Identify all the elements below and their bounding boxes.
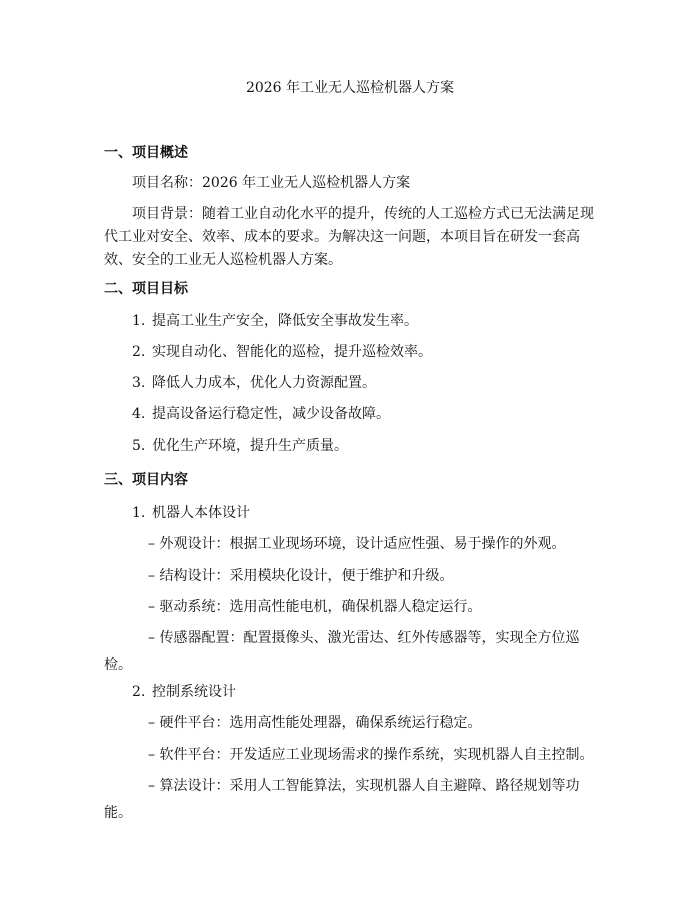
- goal-number: 1.: [132, 313, 146, 329]
- goal-item: [132, 404, 390, 424]
- content-item: [132, 503, 250, 523]
- content-item-text: 控制系统设计: [152, 684, 236, 700]
- goal-text: 实现自动化、智能化的巡检，提升巡检效率。: [152, 344, 432, 360]
- goal-text: 降低人力成本，优化人力资源配置。: [152, 375, 376, 391]
- goal-text: 提高工业生产安全，降低安全事故发生率。: [152, 313, 418, 329]
- section-heading-goals: 二、项目目标: [104, 281, 188, 297]
- project-name-line: 项目名称：2026 年工业无人巡检机器人方案: [132, 175, 411, 191]
- content-sub-item: – 算法设计：采用人工智能算法，实现机器人自主避障、路径规划等功能。: [104, 778, 580, 821]
- goal-text: 提高设备运行稳定性，减少设备故障。: [152, 406, 390, 422]
- goal-number: 5.: [132, 438, 146, 454]
- goal-item: [132, 373, 376, 393]
- content-item-text: 机器人本体设计: [152, 505, 250, 521]
- content-sub-item: – 传感器配置：配置摄像头、激光雷达、红外传感器等，实现全方位巡检。: [104, 630, 580, 673]
- section-heading-overview: 一、项目概述: [104, 145, 188, 161]
- goal-item: [132, 342, 432, 362]
- goal-text: 优化生产环境，提升生产质量。: [152, 438, 348, 454]
- content-item: [132, 682, 236, 702]
- content-sub-item: – 驱动系统：选用高性能电机，确保机器人稳定运行。: [148, 599, 482, 615]
- goal-number: 3.: [132, 375, 146, 391]
- document-title: 2026 年工业无人巡检机器人方案: [245, 80, 455, 96]
- content-sub-item: – 硬件平台：选用高性能处理器，确保系统运行稳定。: [148, 715, 482, 731]
- content-sub-item: – 软件平台：开发适应工业现场需求的操作系统，实现机器人自主控制。: [148, 747, 594, 763]
- goal-number: 4.: [132, 406, 146, 422]
- content-item-number: 2.: [132, 684, 146, 700]
- goal-item: [132, 311, 418, 331]
- goal-number: 2.: [132, 344, 146, 360]
- content-sub-item: – 结构设计：采用模块化设计，便于维护和升级。: [148, 568, 454, 584]
- project-background-paragraph: 项目背景：随着工业自动化水平的提升，传统的人工巡检方式已无法满足现代工业对安全、效率、成本的要求。为解决这一问题，本项目旨在研发一套高效、安全的工业无人巡检机器人方案。: [104, 206, 594, 268]
- section-heading-content: 三、项目内容: [104, 472, 188, 488]
- content-sub-item: – 外观设计：根据工业现场环境，设计适应性强、易于操作的外观。: [148, 536, 566, 552]
- content-item-number: 1.: [132, 505, 146, 521]
- goal-item: [132, 436, 348, 456]
